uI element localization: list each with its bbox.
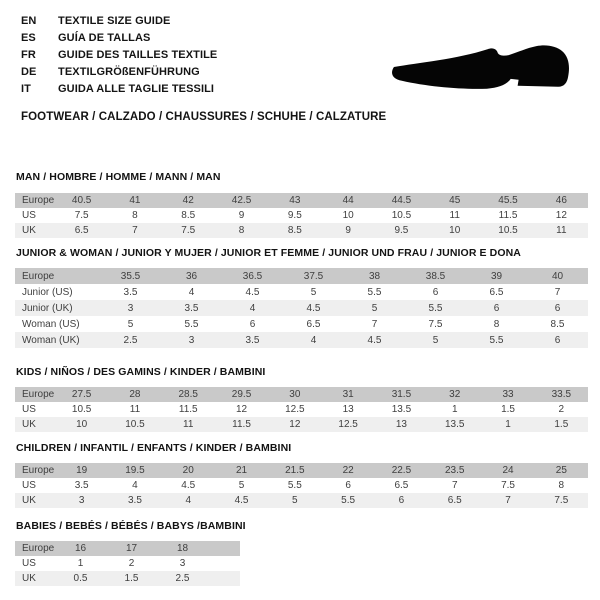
size-cell: 6 bbox=[527, 300, 588, 316]
size-cell: 6.5 bbox=[489, 286, 504, 298]
table-row bbox=[15, 493, 588, 508]
size-cell: 24 bbox=[481, 463, 534, 478]
empty-cell bbox=[208, 571, 240, 586]
size-cell: 8 bbox=[132, 210, 138, 221]
language-title: TEXTILGRÖßENFÜHRUNG bbox=[58, 66, 200, 78]
table-row bbox=[15, 402, 588, 417]
size-cell: 2.5 bbox=[100, 332, 161, 348]
size-cell: 30 bbox=[268, 387, 321, 402]
row-label: Woman (UK) bbox=[15, 332, 100, 348]
size-cell: 41 bbox=[108, 193, 161, 208]
row-label: US bbox=[22, 404, 36, 415]
size-cell: 31 bbox=[321, 387, 374, 402]
table-row bbox=[15, 208, 588, 223]
size-cell: 10.5 bbox=[71, 404, 92, 415]
size-cell: 6.5 bbox=[55, 223, 108, 238]
section-title-man: MAN / HOMBRE / HOMME / MANN / MAN bbox=[16, 171, 221, 183]
size-cell: 3 bbox=[100, 300, 161, 316]
table-row bbox=[15, 541, 240, 556]
size-cell: 1 bbox=[481, 417, 534, 432]
table-row bbox=[15, 463, 588, 478]
size-cell: 7.5 bbox=[535, 493, 588, 508]
row-label: Junior (UK) bbox=[15, 300, 100, 316]
size-cell: 13 bbox=[375, 417, 428, 432]
size-cell: 13 bbox=[342, 404, 354, 415]
size-table-man bbox=[15, 193, 588, 238]
size-cell: 37.5 bbox=[283, 268, 344, 284]
size-cell: 28 bbox=[108, 387, 161, 402]
size-cell: 10 bbox=[428, 223, 481, 238]
size-cell: 5.5 bbox=[466, 332, 527, 348]
section-title-kids: KIDS / NIÑOS / DES GAMINS / KINDER / BAMBINI bbox=[16, 366, 266, 378]
size-cell: 17 bbox=[106, 541, 157, 556]
size-table-babies bbox=[15, 541, 240, 586]
row-label: Europe bbox=[15, 193, 55, 208]
row-label: Europe bbox=[15, 387, 55, 402]
size-cell: 5.5 bbox=[287, 480, 302, 491]
size-cell: 7.5 bbox=[162, 223, 215, 238]
language-code: DE bbox=[21, 66, 37, 78]
size-cell: 2 bbox=[558, 404, 565, 415]
size-cell: 7 bbox=[451, 480, 458, 491]
language-title: GUIDA ALLE TAGLIE TESSILI bbox=[58, 83, 215, 95]
size-cell: 23.5 bbox=[428, 463, 481, 478]
size-cell: 9 bbox=[238, 210, 245, 221]
language-row bbox=[21, 30, 217, 47]
size-cell: 10.5 bbox=[481, 223, 534, 238]
size-cell: 12 bbox=[555, 210, 567, 221]
size-cell: 33.5 bbox=[535, 387, 588, 402]
size-cell: 5.5 bbox=[184, 318, 199, 330]
size-cell: 9 bbox=[321, 223, 374, 238]
size-table-junior bbox=[15, 268, 588, 348]
size-cell: 5 bbox=[127, 318, 134, 330]
size-cell: 21 bbox=[215, 463, 268, 478]
language-title: GUIDE DES TAILLES TEXTILE bbox=[58, 49, 218, 61]
size-cell: 33 bbox=[481, 387, 534, 402]
size-cell: 7.5 bbox=[74, 210, 89, 221]
language-title: TEXTILE SIZE GUIDE bbox=[58, 15, 171, 27]
language-row bbox=[21, 64, 217, 81]
size-cell: 4.5 bbox=[215, 493, 268, 508]
size-cell: 13.5 bbox=[428, 417, 481, 432]
size-cell: 0.5 bbox=[55, 571, 106, 586]
table-row bbox=[15, 387, 588, 402]
row-label: UK bbox=[15, 417, 55, 432]
size-cell: 11 bbox=[162, 417, 215, 432]
table-row bbox=[15, 284, 588, 300]
size-cell: 5 bbox=[238, 480, 245, 491]
language-title: GUÍA DE TALLAS bbox=[58, 32, 151, 44]
size-cell: 10.5 bbox=[108, 417, 161, 432]
language-code: IT bbox=[21, 83, 31, 95]
language-row bbox=[21, 13, 217, 30]
table-row bbox=[15, 223, 588, 238]
size-cell: 6.5 bbox=[306, 318, 321, 330]
size-cell: 3 bbox=[55, 493, 108, 508]
size-cell: 21.5 bbox=[268, 463, 321, 478]
size-table-kids bbox=[15, 387, 588, 432]
size-cell: 4.5 bbox=[283, 300, 344, 316]
size-cell: 4 bbox=[162, 493, 215, 508]
size-cell: 4.5 bbox=[245, 286, 260, 298]
size-cell: 12 bbox=[235, 404, 248, 415]
dress-shoe-icon bbox=[388, 24, 576, 100]
size-table-children bbox=[15, 463, 588, 508]
size-cell: 3.5 bbox=[74, 480, 89, 491]
size-cell: 31.5 bbox=[375, 387, 428, 402]
table-row bbox=[15, 193, 588, 208]
size-cell: 8 bbox=[215, 223, 268, 238]
size-cell: 4 bbox=[188, 286, 195, 298]
size-cell: 12 bbox=[268, 417, 321, 432]
size-cell: 8.5 bbox=[181, 210, 196, 221]
size-cell: 11 bbox=[129, 404, 141, 415]
table-row bbox=[15, 332, 588, 348]
size-cell: 11.5 bbox=[215, 417, 268, 432]
size-cell: 36 bbox=[161, 268, 222, 284]
row-label: US bbox=[22, 558, 36, 569]
size-cell: 6 bbox=[345, 480, 351, 491]
size-cell: 5.5 bbox=[321, 493, 374, 508]
section-title-junior: JUNIOR & WOMAN / JUNIOR Y MUJER / JUNIOR ET FEMME / JUNIOR UND FRAU / JUNIOR E DONA bbox=[16, 247, 521, 259]
size-cell: 1 bbox=[451, 404, 458, 415]
size-cell: 1.5 bbox=[535, 417, 588, 432]
size-cell: 2 bbox=[128, 558, 135, 569]
row-label: UK bbox=[15, 223, 55, 238]
size-cell: 38.5 bbox=[405, 268, 466, 284]
size-cell: 3 bbox=[161, 332, 222, 348]
size-cell: 42.5 bbox=[215, 193, 268, 208]
language-list bbox=[21, 13, 217, 98]
section-title-babies: BABIES / BEBÉS / BÉBÉS / BABYS /BAMBINI bbox=[16, 520, 246, 532]
size-cell: 3 bbox=[179, 558, 186, 569]
size-cell: 7 bbox=[481, 493, 534, 508]
size-cell: 1.5 bbox=[106, 571, 157, 586]
size-cell: 6.5 bbox=[428, 493, 481, 508]
size-cell: 45 bbox=[428, 193, 481, 208]
size-cell: 22 bbox=[321, 463, 374, 478]
size-cell: 1.5 bbox=[501, 404, 515, 415]
size-cell: 3.5 bbox=[222, 332, 283, 348]
size-cell: 12.5 bbox=[285, 404, 305, 415]
language-row bbox=[21, 81, 217, 98]
size-cell: 28.5 bbox=[162, 387, 215, 402]
size-cell: 4 bbox=[222, 300, 283, 316]
size-cell: 16 bbox=[55, 541, 106, 556]
size-cell: 10 bbox=[55, 417, 108, 432]
size-cell: 8 bbox=[493, 318, 500, 330]
size-cell: 22.5 bbox=[375, 463, 428, 478]
row-label: UK bbox=[15, 571, 55, 586]
size-cell: 1 bbox=[77, 558, 84, 569]
row-label: Woman (US) bbox=[22, 318, 80, 330]
size-cell: 7 bbox=[554, 286, 561, 298]
size-cell: 11 bbox=[449, 210, 460, 221]
size-cell: 6 bbox=[466, 300, 527, 316]
section-title-children: CHILDREN / INFANTIL / ENFANTS / KINDER / BAMBINI bbox=[16, 442, 292, 454]
size-cell: 11 bbox=[535, 223, 588, 238]
size-cell: 13.5 bbox=[391, 404, 412, 415]
size-cell: 10 bbox=[342, 210, 354, 221]
size-cell: 5 bbox=[344, 300, 405, 316]
table-row bbox=[15, 556, 240, 571]
size-cell: 6 bbox=[375, 493, 428, 508]
table-row bbox=[15, 268, 588, 284]
category-line: FOOTWEAR / CALZADO / CHAUSSURES / SCHUHE / CALZATURE bbox=[21, 111, 387, 123]
size-cell: 5.5 bbox=[367, 286, 382, 298]
row-label: Europe bbox=[15, 463, 55, 478]
table-row bbox=[15, 316, 588, 332]
size-cell: 8.5 bbox=[550, 318, 565, 330]
table-row bbox=[15, 417, 588, 432]
size-cell: 12.5 bbox=[321, 417, 374, 432]
size-cell: 4.5 bbox=[181, 480, 196, 491]
size-cell: 3.5 bbox=[108, 493, 161, 508]
size-cell: 9.5 bbox=[375, 223, 428, 238]
size-cell: 45.5 bbox=[481, 193, 534, 208]
language-code: ES bbox=[21, 32, 36, 44]
size-cell: 39 bbox=[466, 268, 527, 284]
size-cell: 8.5 bbox=[268, 223, 321, 238]
row-label: Junior (US) bbox=[22, 286, 73, 298]
empty-cell bbox=[208, 541, 240, 556]
size-cell: 5 bbox=[310, 286, 317, 298]
size-cell: 6 bbox=[527, 332, 588, 348]
size-cell: 7.5 bbox=[428, 318, 443, 330]
size-cell: 11.5 bbox=[498, 210, 518, 221]
size-cell: 4 bbox=[283, 332, 344, 348]
size-cell: 19 bbox=[55, 463, 108, 478]
size-cell: 44.5 bbox=[375, 193, 428, 208]
size-cell: 38 bbox=[344, 268, 405, 284]
size-cell: 5.5 bbox=[405, 300, 466, 316]
size-cell: 4.5 bbox=[344, 332, 405, 348]
size-cell: 3.5 bbox=[123, 286, 138, 298]
size-cell: 43 bbox=[268, 193, 321, 208]
empty-cell bbox=[208, 556, 240, 571]
size-cell: 27.5 bbox=[55, 387, 108, 402]
size-cell: 10.5 bbox=[391, 210, 412, 221]
size-cell: 25 bbox=[535, 463, 588, 478]
table-row bbox=[15, 478, 588, 493]
size-cell: 29.5 bbox=[215, 387, 268, 402]
row-label: US bbox=[22, 210, 36, 221]
size-cell: 35.5 bbox=[100, 268, 161, 284]
language-row bbox=[21, 47, 217, 64]
table-row bbox=[15, 571, 240, 586]
size-cell: 40.5 bbox=[55, 193, 108, 208]
size-cell: 19.5 bbox=[108, 463, 161, 478]
size-cell: 40 bbox=[527, 268, 588, 284]
size-cell: 7 bbox=[371, 318, 378, 330]
size-cell: 20 bbox=[162, 463, 215, 478]
size-cell: 44 bbox=[321, 193, 374, 208]
size-cell: 42 bbox=[162, 193, 215, 208]
size-cell: 18 bbox=[157, 541, 208, 556]
size-cell: 6.5 bbox=[394, 480, 409, 491]
size-cell: 2.5 bbox=[157, 571, 208, 586]
size-cell: 9.5 bbox=[287, 210, 302, 221]
size-cell: 36.5 bbox=[222, 268, 283, 284]
size-cell: 3.5 bbox=[161, 300, 222, 316]
size-cell: 8 bbox=[558, 480, 565, 491]
size-cell: 4 bbox=[132, 480, 138, 491]
size-cell: 7 bbox=[108, 223, 161, 238]
language-code: FR bbox=[21, 49, 36, 61]
size-cell: 7.5 bbox=[501, 480, 515, 491]
size-cell: 46 bbox=[535, 193, 588, 208]
row-label: US bbox=[22, 480, 36, 491]
row-label: Europe bbox=[15, 268, 100, 284]
size-cell: 11.5 bbox=[178, 404, 198, 415]
language-code: EN bbox=[21, 15, 37, 27]
size-cell: 32 bbox=[428, 387, 481, 402]
row-label: Europe bbox=[15, 541, 55, 556]
table-row bbox=[15, 300, 588, 316]
size-cell: 6 bbox=[249, 318, 256, 330]
row-label: UK bbox=[15, 493, 55, 508]
size-cell: 5 bbox=[268, 493, 321, 508]
size-cell: 6 bbox=[432, 286, 439, 298]
size-cell: 5 bbox=[405, 332, 466, 348]
